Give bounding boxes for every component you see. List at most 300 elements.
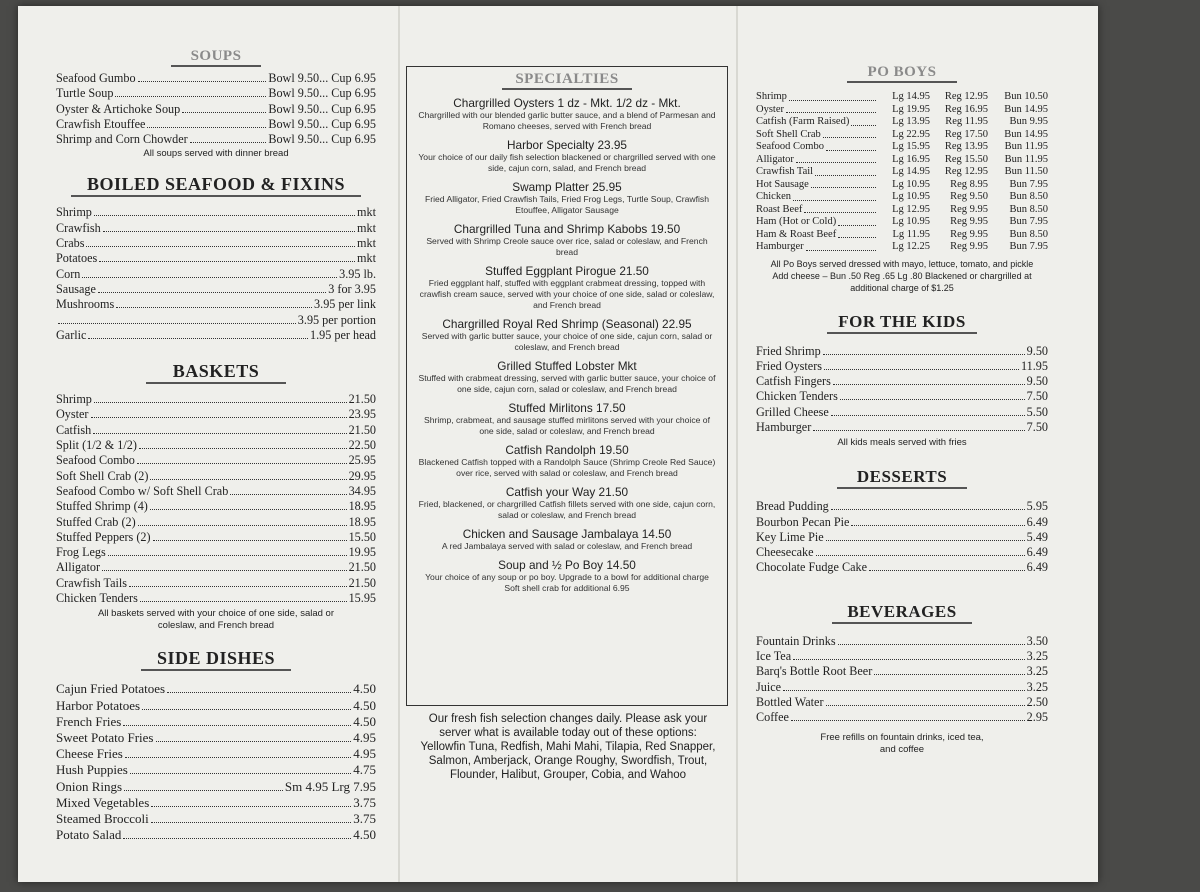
leader-dots [874,674,1024,675]
leader-dots [94,402,347,403]
poboy-price-reg: Reg 9.95 [950,216,988,227]
baskets-item-price: 34.95 [348,483,376,498]
leader-dots [783,690,1025,691]
soups-note: All soups served with dinner bread [143,148,289,160]
baskets-heading: BASKETS [146,361,286,384]
specialty-description: Your choice of any soup or po boy. Upgrade to a bowl for additional charge Soft shell crab for additional 6.95 [425,572,709,593]
baskets-item [56,499,376,514]
boiled-item-price: mkt [357,220,376,235]
poboy-price-bun: Bun 8.50 [1009,191,1048,202]
sides-item [56,827,376,843]
leader-dots [125,757,351,758]
baskets-item [56,484,376,499]
leader-dots [789,91,876,101]
sides-item [56,795,376,811]
specialty-description: Served with Shrimp Creole sauce over rice, salad or coleslaw, and French bread [426,236,708,257]
boiled-item [56,236,376,251]
kids-item-name: Fried Oysters [756,358,823,373]
desserts-item [756,560,1048,575]
leader-dots [823,354,1025,355]
specialty-title: Soup and ½ Po Boy 14.50 [498,558,636,572]
poboy-name: Seafood Combo [756,141,824,152]
beverages-item [756,680,1048,695]
leader-dots [115,96,266,97]
poboy-price-bun: Bun 11.50 [1004,166,1048,177]
leader-dots [230,494,346,495]
poboy-price-bun: Bun 8.50 [1009,228,1048,240]
poboy-price-lg: Lg 10.95 [892,178,930,190]
soups-item-price: Bowl 9.50... Cup 6.95 [268,101,376,116]
poboy-price-bun: Bun 14.95 [1004,103,1048,115]
poboy-item [756,179,1048,192]
desserts-item-name: Cheesecake [756,545,814,560]
baskets-item-name: Oyster [56,407,89,422]
poboy-name: Ham (Hot or Cold) [756,216,837,227]
sides-item-name: Mixed Vegetables [56,794,150,810]
boiled-item-price: 3.95 per portion [297,312,376,327]
poboy-price-reg: Reg 17.50 [944,128,988,140]
baskets-item-name: Seafood Combo [56,453,135,468]
leader-dots [190,142,267,143]
specialty-description: Chargrilled with our blended garlic butter sauce, and a blend of Parmesan and Romano cheeses, served with French bread [418,110,716,131]
poboy-item [756,229,1048,242]
soups-item-price: Bowl 9.50... Cup 6.95 [268,71,376,85]
specialty-item [417,222,717,258]
soups-item-name: Crawfish Etouffee [56,116,146,131]
poboys-heading: PO BOYS [847,64,957,83]
boiled-item-name: Sausage [56,281,96,296]
sides-item-name: Steamed Broccoli [56,810,149,826]
poboy-price-lg: Lg 14.95 [892,91,930,102]
kids-heading: FOR THE KIDS [827,312,977,334]
beverages-item-price: 3.25 [1026,649,1048,664]
leader-dots [793,659,1025,660]
leader-dots [123,838,351,839]
leader-dots [811,179,876,189]
sides-item [56,762,376,778]
sides-item-name: Hush Puppies [56,762,128,778]
sides-item-name: Potato Salad [56,827,122,843]
baskets-item [56,591,376,606]
poboy-price-reg: Reg 9.95 [950,203,988,215]
leader-dots [816,555,1025,556]
beverages-item [756,695,1048,710]
specialty-description: Stuffed with crabmeat dressing, served with garlic butter sauce, your choice of one side, cajun corn, salad or coleslaw, and French bread [418,373,716,394]
leader-dots [102,570,347,571]
baskets-item-name: Soft Shell Crab (2) [56,468,149,483]
leader-dots [151,822,351,823]
baskets-item [56,545,376,560]
poboy-price-bun: Bun 8.50 [1009,203,1048,215]
specialty-description: Blackened Catfish topped with a Randolph Sauce (Shrimp Creole Red Sauce) over rice, served with salad or coleslaw, and French bread [418,457,716,478]
leader-dots [139,448,347,449]
beverages-item [756,634,1048,649]
leader-dots [88,338,308,339]
poboy-price-reg: Reg 13.95 [944,141,988,152]
baskets-item-price: 21.50 [348,575,376,590]
baskets-item-name: Stuffed Crab (2) [56,514,136,529]
poboy-price-lg: Lg 10.95 [892,216,930,227]
poboy-item [756,154,1048,167]
soups-item [56,117,376,132]
leader-dots [838,644,1025,645]
boiled-item [56,328,376,343]
baskets-item [56,392,376,407]
sides-item-price: 4.75 [353,762,376,778]
poboy-price-lg: Lg 16.95 [892,153,930,165]
sides-item-price: 4.50 [353,827,376,843]
baskets-item-price: 21.50 [348,422,376,437]
kids-item-name: Fried Shrimp [756,343,821,358]
poboy-item [756,191,1048,204]
sides-item-price: 3.75 [353,810,376,826]
baskets-item [56,438,376,453]
boiled-item [56,221,376,236]
soups-item-name: Turtle Soup [56,86,114,101]
kids-item-name: Hamburger [756,419,812,434]
poboy-price-lg: Lg 12.25 [892,241,930,252]
kids-item-name: Chicken Tenders [756,389,838,404]
leader-dots [138,81,267,82]
leader-dots [153,540,347,541]
poboy-price-reg: Reg 9.95 [950,228,988,240]
poboy-name: Hamburger [756,241,804,252]
right-column [756,64,1048,756]
boiled-item-name: Garlic [56,327,87,342]
poboy-name: Oyster [756,103,784,115]
specialty-title: Chargrilled Oysters 1 dz - Mkt. 1/2 dz - Mkt. [453,96,681,110]
poboy-price-reg: Reg 12.95 [944,166,988,177]
baskets-item-price: 18.95 [348,514,376,529]
leader-dots [806,241,876,251]
soups-item-price: Bowl 9.50... Cup 6.95 [268,116,376,131]
leader-dots [91,417,347,418]
poboy-price-lg: Lg 19.95 [892,103,930,115]
poboy-price-bun: Bun 11.95 [1004,141,1048,152]
baskets-item-name: Seafood Combo w/ Soft Shell Crab [56,483,229,498]
beverages-item-name: Bottled Water [756,694,824,709]
beverages-item-name: Fountain Drinks [756,633,836,648]
specialty-title: Stuffed Eggplant Pirogue 21.50 [485,264,649,278]
baskets-item-name: Stuffed Peppers (2) [56,529,151,544]
beverages-item-price: 3.25 [1026,664,1048,679]
baskets-item-price: 22.50 [348,438,376,453]
poboy-name: Alligator [756,153,794,165]
leader-dots [167,692,351,693]
leader-dots [831,509,1025,510]
specialty-item [417,359,717,395]
soups-item [56,71,376,86]
baskets-item-price: 21.50 [348,560,376,575]
poboy-price-reg: Reg 11.95 [945,116,988,127]
desserts-item-price: 5.49 [1026,529,1048,544]
poboy-price-bun: Bun 7.95 [1009,241,1048,252]
kids-item [756,420,1048,435]
soups-item [56,86,376,101]
boiled-item [56,313,376,328]
kids-item-price: 9.50 [1026,343,1048,358]
specialty-title: Catfish Randolph 19.50 [505,443,629,457]
kids-item-price: 5.50 [1026,404,1048,419]
boiled-heading: BOILED SEAFOOD & FIXINS [71,174,361,197]
baskets-item-price: 21.50 [348,392,376,407]
baskets-item-price: 19.95 [348,545,376,560]
sides-item-price: 3.75 [353,794,376,810]
leader-dots [851,116,876,126]
beverages-item-name: Coffee [756,710,789,725]
poboy-name: Chicken [756,191,791,202]
beverages-item-price: 3.50 [1026,633,1048,648]
leader-dots [791,720,1025,721]
boiled-item-name: Crabs [56,236,85,251]
specialty-title: Grilled Stuffed Lobster Mkt [497,359,637,373]
specialty-title: Chargrilled Tuna and Shrimp Kabobs 19.50 [453,222,681,236]
poboy-price-lg: Lg 12.95 [892,203,930,215]
boiled-item-name: Crawfish [56,220,101,235]
leader-dots [123,725,351,726]
leader-dots [93,433,346,434]
sides-heading: SIDE DISHES [141,648,291,671]
poboy-item [756,129,1048,142]
poboy-price-bun: Bun 7.95 [1009,178,1048,190]
poboy-price-reg: Reg 15.50 [944,153,988,165]
kids-item-name: Catfish Fingers [756,374,831,389]
soups-item-name: Shrimp and Corn Chowder [56,132,188,147]
poboy-price-bun: Bun 14.95 [1004,128,1048,140]
specialty-description: A red Jambalaya served with salad or coleslaw, and French bread [441,541,693,551]
poboy-name: Shrimp [756,91,787,102]
kids-item [756,344,1048,359]
desserts-item [756,530,1048,545]
baskets-item-name: Chicken Tenders [56,591,138,606]
specialty-title: Chicken and Sausage Jambalaya 14.50 [462,527,672,541]
desserts-item-name: Chocolate Fudge Cake [756,560,868,575]
specialty-description: Fried eggplant half, stuffed with eggplant crabmeat dressing, topped with crawfish cream sauce, served with your choice of one side, salad or coleslaw, and French bread [419,278,715,310]
boiled-item-price: mkt [357,251,376,266]
boiled-item-name: Potatoes [56,251,98,266]
leader-dots [147,127,266,128]
leader-dots [108,555,347,556]
left-column [56,48,376,843]
poboy-price-lg: Lg 11.95 [892,228,930,240]
baskets-item [56,423,376,438]
sides-item [56,681,376,697]
poboy-item [756,116,1048,129]
specialty-description: Your choice of our daily fish selection blackened or chargrilled served with one side, cajun corn, salad, and French bread [418,152,716,173]
sides-item-name: Harbor Potatoes [56,697,141,713]
poboy-name: Roast Beef [756,203,803,215]
poboy-name: Hot Sausage [756,178,809,190]
leader-dots [116,307,312,308]
desserts-item-price: 6.49 [1026,545,1048,560]
leader-dots [140,601,347,602]
leader-dots [58,323,296,324]
kids-item [756,359,1048,374]
beverages-item-name: Barq's Bottle Root Beer [756,664,873,679]
baskets-item-price: 15.50 [348,529,376,544]
specialty-description: Shrimp, crabmeat, and sausage stuffed mirlitons served with your choice of one side, salad or coleslaw, and French bread [424,415,710,436]
desserts-item-name: Bourbon Pecan Pie [756,514,850,529]
baskets-item-name: Crawfish Tails [56,575,128,590]
boiled-item-price: mkt [357,205,376,220]
specialty-item [417,443,717,479]
poboy-item [756,91,1048,104]
leader-dots [103,231,355,232]
poboy-item [756,166,1048,179]
poboys-list [756,91,1048,254]
poboy-price-bun: Bun 11.95 [1004,153,1048,165]
boiled-item-price: 3.95 lb. [339,266,376,281]
boiled-item [56,251,376,266]
poboy-price-lg: Lg 15.95 [892,141,930,152]
baskets-item-name: Frog Legs [56,545,106,560]
leader-dots [826,141,876,151]
poboy-price-reg: Reg 9.95 [950,241,988,252]
beverages-item [756,664,1048,679]
leader-dots [838,216,876,226]
baskets-item-name: Split (1/2 & 1/2) [56,438,137,453]
desserts-item-price: 6.49 [1026,514,1048,529]
desserts-item [756,499,1048,514]
leader-dots [826,705,1025,706]
leader-dots [142,709,351,710]
poboy-item [756,104,1048,117]
boiled-item-price: 1.95 per head [310,327,376,342]
beverages-note: Free refills on fountain drinks, iced tea, and coffee [820,731,984,755]
fish-note: Our fresh fish selection changes daily. Please ask your server what is available today out of these options: Yellowfin Tuna, Redfish, Mahi Mahi, Tilapia, Red Snapper, Salmon, Amberjack, Orange Roughy, Swordfish, Trout, Flounder, Halibut, Grouper, Cobia, and Wahoo [420,713,716,781]
leader-dots [124,790,283,791]
leader-dots [150,479,346,480]
leader-dots [826,540,1025,541]
leader-dots [129,586,347,587]
baskets-item-price: 15.95 [348,591,376,606]
baskets-item [56,515,376,530]
leader-dots [869,570,1025,571]
specialty-title: Catfish your Way 21.50 [505,485,629,499]
desserts-list [756,499,1048,575]
baskets-list [56,392,376,606]
leader-dots [833,384,1025,385]
sides-item [56,811,376,827]
poboy-price-reg: Reg 8.95 [950,178,988,190]
poboy-price-lg: Lg 13.95 [892,116,930,127]
beverages-item-price: 2.95 [1026,710,1048,725]
leader-dots [793,191,876,201]
soups-item-name: Seafood Gumbo [56,71,136,85]
beverages-item-price: 2.50 [1026,694,1048,709]
poboy-price-lg: Lg 22.95 [892,128,930,140]
leader-dots [823,129,876,139]
leader-dots [851,525,1024,526]
leader-dots [82,277,337,278]
poboy-name: Soft Shell Crab [756,128,821,140]
boiled-item-price: 3 for 3.95 [328,281,376,296]
specialty-title: Swamp Platter 25.95 [512,180,622,194]
sides-item-price: 4.50 [353,681,376,697]
beverages-heading: BEVERAGES [832,602,972,624]
baskets-item [56,469,376,484]
beverages-item [756,649,1048,664]
kids-note: All kids meals served with fries [837,437,967,449]
baskets-item-name: Catfish [56,422,92,437]
baskets-note: All baskets served with your choice of one side, salad or coleslaw, and French bread [97,608,335,632]
specialty-description: Fried, blackened, or chargrilled Catfish fillets served with one side, cajun corn, salad or coleslaw, and French bread [418,499,716,520]
sides-item [56,730,376,746]
boiled-item [56,282,376,297]
boiled-item-price: mkt [357,236,376,251]
leader-dots [99,261,355,262]
poboys-note: All Po Boys served dressed with mayo, lettuce, tomato, and pickle Add cheese – Bun .50 Reg .65 Lg .80 Blackened or chargrilled at additional charge of $1.25 [770,258,1034,293]
desserts-item-price: 6.49 [1026,560,1048,575]
poboy-price-lg: Lg 10.95 [892,191,930,202]
sides-item [56,698,376,714]
specialty-description: Served with garlic butter sauce, your choice of one side, cajun corn, salad or coleslaw, and French bread [421,331,713,352]
sides-list [56,681,376,843]
leader-dots [838,229,876,239]
poboy-price-lg: Lg 14.95 [892,166,930,177]
baskets-item [56,576,376,591]
leader-dots [182,112,266,113]
soups-item-price: Bowl 9.50... Cup 6.95 [268,132,376,147]
poboy-price-bun: Bun 7.95 [1009,216,1048,227]
specialties-list [407,96,727,594]
boiled-item [56,267,376,282]
leader-dots [840,399,1025,400]
specialty-title: Chargrilled Royal Red Shrimp (Seasonal) 22.95 [442,317,692,331]
specialty-item [417,264,717,311]
specialty-item [417,317,717,353]
poboy-item [756,204,1048,217]
sides-item [56,746,376,762]
soups-item-price: Bowl 9.50... Cup 6.95 [268,86,376,101]
poboy-price-bun: Bun 10.50 [1004,91,1048,102]
specialty-item [417,138,717,174]
kids-list [756,344,1048,436]
poboy-price-reg: Reg 9.50 [950,191,988,202]
baskets-item-name: Shrimp [56,392,92,407]
sides-item-name: Cheese Fries [56,746,123,762]
sides-item-price: 4.95 [353,729,376,745]
poboy-name: Catfish (Farm Raised) [756,116,850,127]
boiled-item-name: Shrimp [56,205,92,220]
baskets-item [56,407,376,422]
soups-heading: SOUPS [171,48,261,67]
beverages-item-name: Juice [756,679,782,694]
poboy-price-reg: Reg 12.95 [944,91,988,102]
sides-item-price: Sm 4.95 Lrg 7.95 [284,778,376,794]
leader-dots [151,806,351,807]
leader-dots [94,215,355,216]
beverages-item [756,710,1048,725]
desserts-item-price: 5.95 [1026,499,1048,514]
baskets-item-name: Alligator [56,560,101,575]
specialties-box [406,66,728,706]
leader-dots [796,154,876,164]
poboy-price-reg: Reg 16.95 [944,103,988,115]
specialty-item [417,485,717,521]
leader-dots [786,104,876,114]
sides-item-price: 4.50 [353,697,376,713]
poboy-name: Crawfish Tail [756,166,814,177]
leader-dots [98,292,326,293]
sides-item-name: Cajun Fried Potatoes [56,681,166,697]
baskets-item [56,453,376,468]
sides-item-name: Onion Rings [56,778,123,794]
desserts-item-name: Bread Pudding [756,499,829,514]
kids-item [756,405,1048,420]
baskets-item [56,560,376,575]
soups-list [56,71,376,147]
